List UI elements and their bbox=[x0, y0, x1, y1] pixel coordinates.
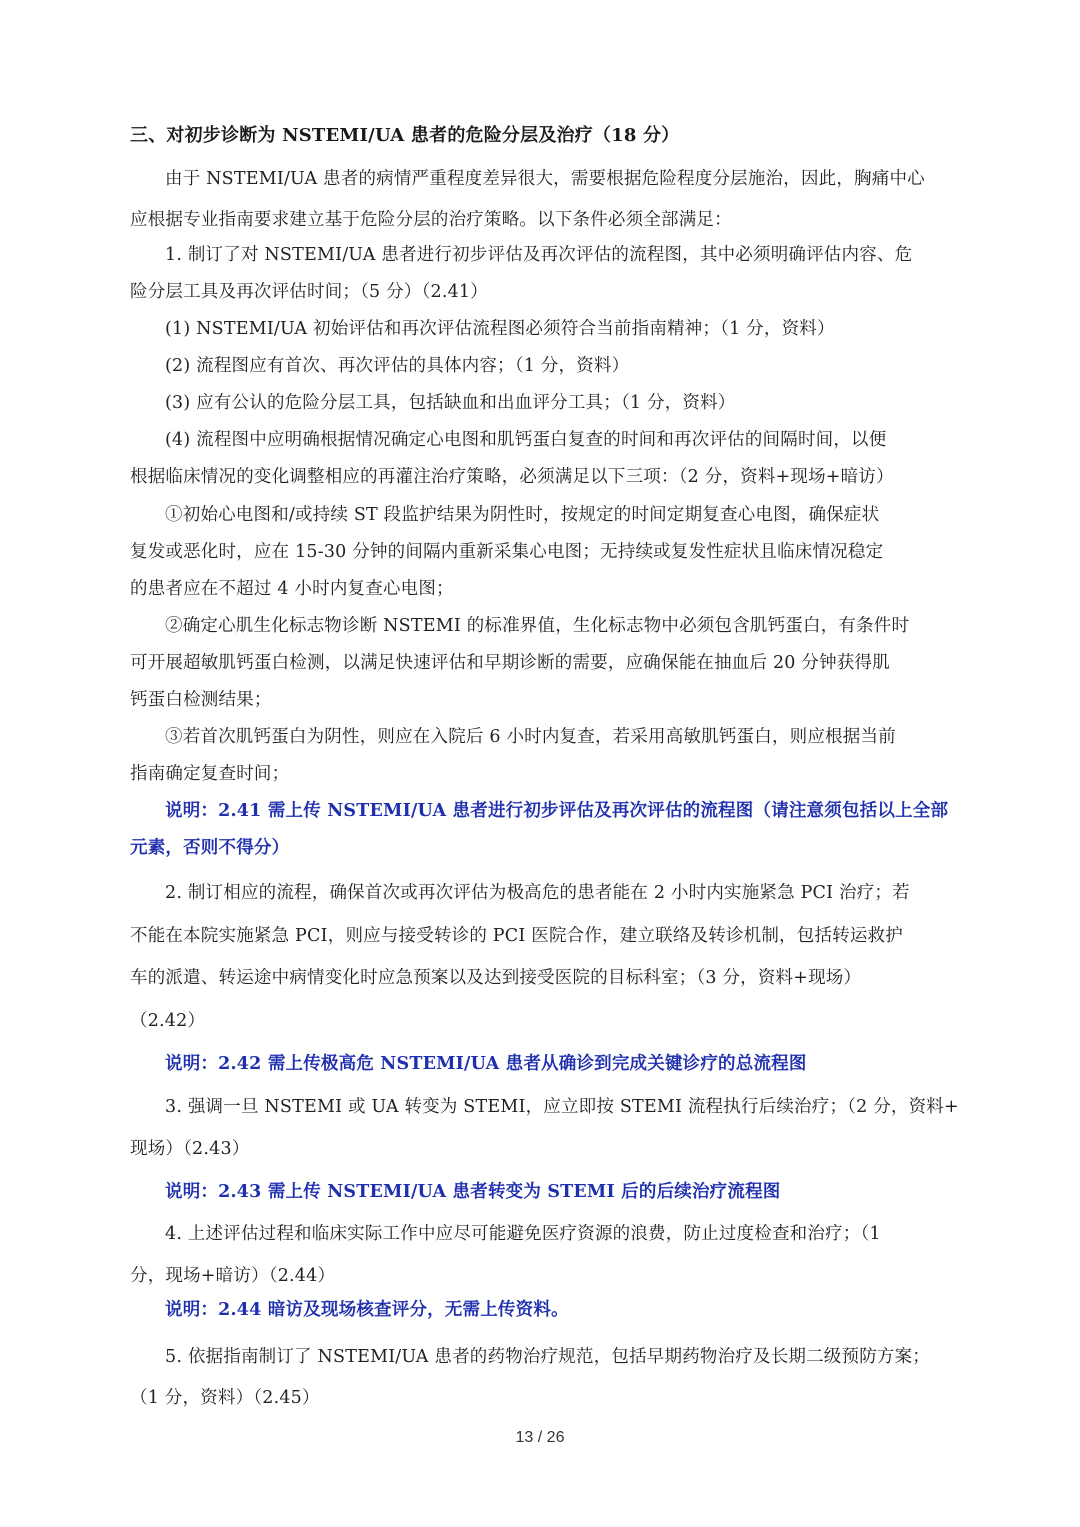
list-item: ②确定心肌生化标志物诊断 NSTEMI 的标准界值，生化标志物中必须包含肌钙蛋白，有条件时 bbox=[165, 616, 910, 636]
paragraph-line: 指南确定复查时间； bbox=[130, 764, 290, 784]
list-item: ①初始心电图和/或持续 ST 段监护结果为阴性时，按规定的时间定期复查心电图，确保症状 bbox=[165, 505, 880, 525]
paragraph-line: 车的派遣、转运途中病情变化时应急预案以及达到接受医院的目标科室；（3 分，资料+现场） bbox=[130, 968, 862, 988]
list-item: ③若首次肌钙蛋白为阴性，则应在入院后 6 小时内复查，若采用高敏肌钙蛋白，则应根据当前 bbox=[165, 727, 896, 747]
note-line: 元素，否则不得分） bbox=[130, 838, 290, 858]
paragraph-line: 分，现场+暗访）（2.44） bbox=[130, 1266, 336, 1286]
page-number: 13 / 26 bbox=[515, 1429, 565, 1446]
paragraph-line: 的患者应在不超过 4 小时内复查心电图； bbox=[130, 579, 454, 599]
section-heading: 三、对初步诊断为 NSTEMI/UA 患者的危险分层及治疗（18 分） bbox=[130, 125, 680, 146]
paragraph-line: （1 分，资料）（2.45） bbox=[130, 1388, 320, 1408]
paragraph-line: 3. 强调一旦 NSTEMI 或 UA 转变为 STEMI，应立即按 STEMI 流程执行后续治疗；（2 分，资料+ bbox=[165, 1097, 959, 1117]
paragraph-line: 5. 依据指南制订了 NSTEMI/UA 患者的药物治疗规范，包括早期药物治疗及长期二级预防方案； bbox=[165, 1347, 931, 1367]
paragraph-line: 应根据专业指南要求建立基于危险分层的治疗策略。以下条件必须全部满足： bbox=[130, 210, 732, 230]
paragraph-line: 可开展超敏肌钙蛋白检测，以满足快速评估和早期诊断的需要，应确保能在抽血后 20 分钟获得肌 bbox=[130, 653, 890, 673]
paragraph-line: 险分层工具及再次评估时间；（5 分）（2.41） bbox=[130, 282, 488, 302]
note-line: 说明：2.42 需上传极高危 NSTEMI/UA 患者从确诊到完成关键诊疗的总流程图 bbox=[165, 1054, 807, 1074]
paragraph-line: （2.42） bbox=[130, 1011, 206, 1031]
paragraph-line: 钙蛋白检测结果； bbox=[130, 690, 272, 710]
paragraph-line: 4. 上述评估过程和临床实际工作中应尽可能避免医疗资源的浪费，防止过度检查和治疗；（1 bbox=[165, 1224, 881, 1244]
paragraph-line: 由于 NSTEMI/UA 患者的病情严重程度差异很大，需要根据危险程度分层施治，因此，胸痛中心 bbox=[165, 169, 925, 189]
paragraph-line: 现场）（2.43） bbox=[130, 1139, 250, 1159]
paragraph-line: 根据临床情况的变化调整相应的再灌注治疗策略，必须满足以下三项：（2 分，资料+现场+暗访） bbox=[130, 467, 894, 487]
note-line: 说明：2.43 需上传 NSTEMI/UA 患者转变为 STEMI 后的后续治疗流程图 bbox=[165, 1182, 781, 1202]
list-item: (2) 流程图应有首次、再次评估的具体内容；（1 分，资料） bbox=[165, 356, 630, 376]
paragraph-line: 复发或恶化时，应在 15-30 分钟的间隔内重新采集心电图；无持续或复发性症状且临床情况稳定 bbox=[130, 542, 884, 562]
list-item: (1) NSTEMI/UA 初始评估和再次评估流程图必须符合当前指南精神；（1 分，资料） bbox=[165, 319, 835, 339]
paragraph-line: 不能在本院实施紧急 PCI，则应与接受转诊的 PCI 医院合作，建立联络及转诊机制，包括转运救护 bbox=[130, 926, 903, 946]
note-line: 说明：2.41 需上传 NSTEMI/UA 患者进行初步评估及再次评估的流程图（请注意须包括以上全部 bbox=[165, 801, 949, 821]
paragraph-line: 2. 制订相应的流程，确保首次或再次评估为极高危的患者能在 2 小时内实施紧急 PCI 治疗；若 bbox=[165, 883, 910, 903]
list-item: (3) 应有公认的危险分层工具，包括缺血和出血评分工具；（1 分，资料） bbox=[165, 393, 736, 413]
paragraph-line: 1. 制订了对 NSTEMI/UA 患者进行初步评估及再次评估的流程图，其中必须明确评估内容、危 bbox=[165, 245, 913, 265]
note-line: 说明：2.44 暗访及现场核查评分，无需上传资料。 bbox=[165, 1300, 569, 1320]
list-item: (4) 流程图中应明确根据情况确定心电图和肌钙蛋白复查的时间和再次评估的间隔时间，以便 bbox=[165, 430, 887, 450]
